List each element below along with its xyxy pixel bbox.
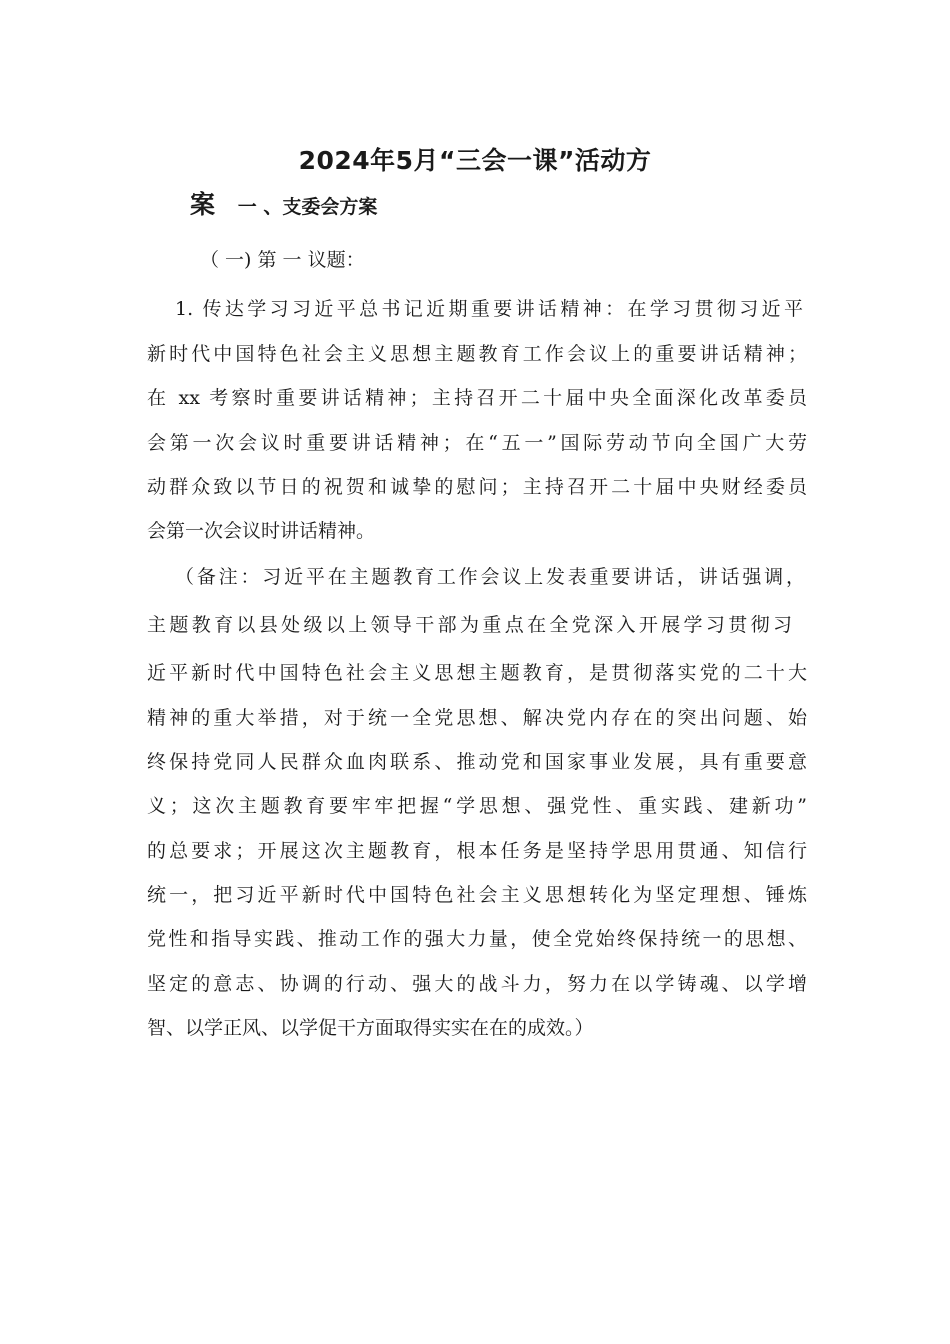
section-heading: 一 、支委会方案 <box>237 196 378 218</box>
note-line: 坚定的意志、协调的行动、强大的战斗力，努力在以学铸魂、以学增 <box>147 973 807 995</box>
item1-line: 1. 传达学习习近平总书记近期重要讲话精神：在学习贯彻习近平 <box>175 298 803 320</box>
note-line: 智、以学正风、以学促干方面取得实实在在的成效。） <box>147 1017 594 1039</box>
document-title: 2024年5月“三会一课”活动方 <box>298 146 652 175</box>
note-line: 的总要求；开展这次主题教育，根本任务是坚持学思用贯通、知信行 <box>147 840 807 862</box>
subheading: （ 一) 第 一 议题： <box>200 249 365 271</box>
note-line: 终保持党同人民群众血肉联系、推动党和国家事业发展，具有重要意 <box>147 751 807 773</box>
item1-line: 新时代中国特色社会主义思想主题教育工作会议上的重要讲话精神； <box>147 343 807 365</box>
note-line: 精神的重大举措，对于统一全党思想、解决党内存在的突出问题、始 <box>147 707 807 729</box>
item1-line: 在 xx 考察时重要讲话精神；主持召开二十届中央全面深化改革委员 <box>147 387 807 409</box>
title-continuation-text: 案 <box>190 190 216 219</box>
note-line: 近平新时代中国特色社会主义思想主题教育，是贯彻落实党的二十大 <box>147 662 807 684</box>
note-line: 党性和指导实践、推动工作的强大力量，使全党始终保持统一的思想、 <box>147 928 807 950</box>
item1-line: 会第一次会议时重要讲话精神；在“五一”国际劳动节向全国广大劳 <box>147 432 807 454</box>
item1-line: 动群众致以节日的祝贺和诚挚的慰问；主持召开二十届中央财经委员 <box>147 476 807 498</box>
note-line: 主题教育以县处级以上领导干部为重点在全党深入开展学习贯彻习 <box>147 614 792 636</box>
note-line: 统一，把习近平新时代中国特色社会主义思想转化为坚定理想、锤炼 <box>147 884 807 906</box>
title-continuation <box>190 188 377 224</box>
note-line: （备注：习近平在主题教育工作会议上发表重要讲话，讲话强调， <box>175 566 805 588</box>
item1-line: 会第一次会议时讲话精神。 <box>147 520 376 542</box>
note-line: 义；这次主题教育要牢牢把握“学思想、强党性、重实践、建新功” <box>147 795 807 817</box>
